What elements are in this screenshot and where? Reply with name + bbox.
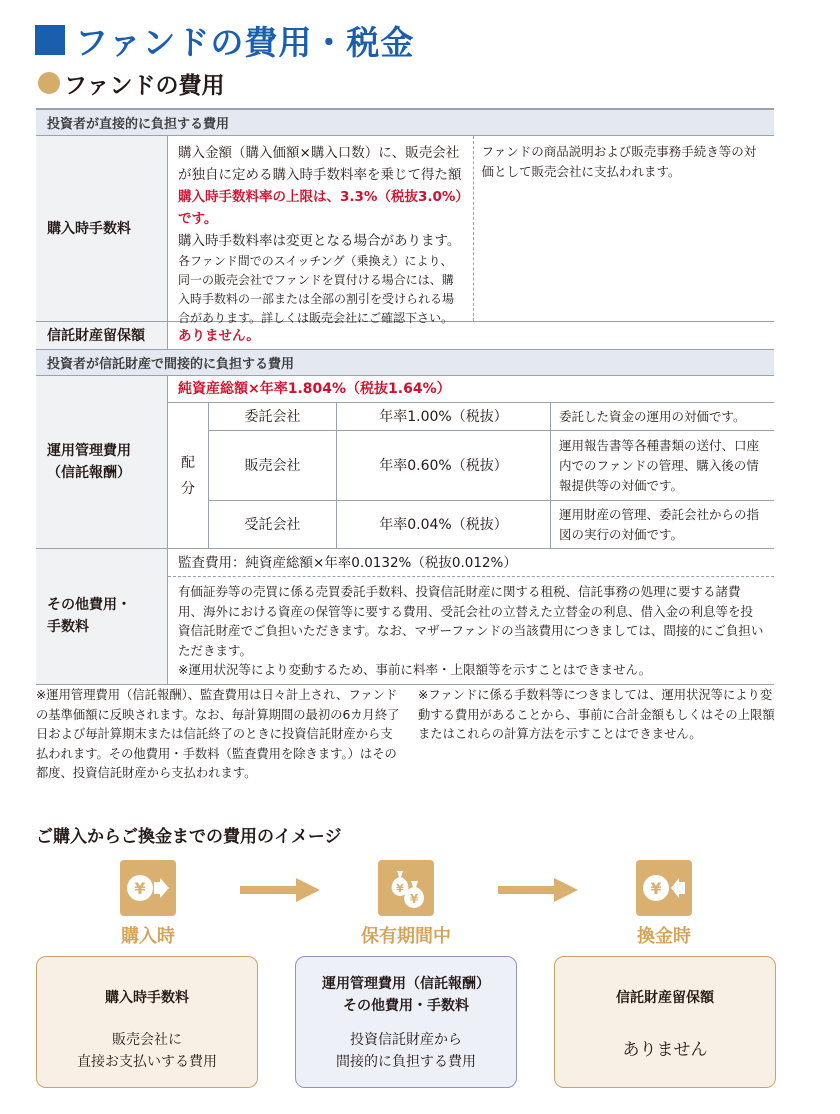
allocation-rate: 年率0.60%（税抜） <box>337 431 551 500</box>
money-bags-icon <box>378 860 434 916</box>
management-fee-label-line1: 運用管理費用 <box>47 443 131 459</box>
allocation-rate: 年率1.00%（税抜） <box>337 403 551 430</box>
stage-holding <box>296 860 516 948</box>
svg-text:¥: ¥ <box>409 892 419 906</box>
card-redemption <box>554 956 776 1088</box>
footnotes <box>36 686 776 784</box>
audit-fee: 監査費用：純資産総額×年率0.0132%（税抜0.012%） <box>168 549 774 577</box>
card-body-line1: 投資信託財産から <box>350 1032 462 1048</box>
reserve-value: ありません。 <box>178 327 260 344</box>
allocation-rate: 年率0.04%（税抜） <box>337 501 551 548</box>
allocation-name: 委託会社 <box>209 403 337 430</box>
allocation-row <box>209 403 774 431</box>
yen-out-icon <box>636 860 692 916</box>
other-fee-label <box>36 549 168 684</box>
page-title-row <box>35 18 414 62</box>
other-fee-text: 有価証券等の売買に係る売買委託手数料、投資信託財産に関する租税、信託事務の処理に要する諸費用、海外における資産の保管等に要する費用、受託会社の立替えた立替金の利息、借入金の利息等を投資信託財産でご負担いただきます。なお、マザーファンドの当該費用につきましては、間接的にご負担いただきます。 <box>178 584 764 658</box>
page-title: ファンドの費用・税金 <box>75 22 415 62</box>
card-holding <box>295 956 517 1088</box>
direct-cost-header: 投資者が直接的に負担する費用 <box>36 110 774 136</box>
management-fee-label-line2: （信託報酬） <box>47 465 131 481</box>
allocation-name: 販売会社 <box>209 431 337 500</box>
yen-in-icon <box>120 860 176 916</box>
cost-image-title: ご購入からご換金までの費用のイメージ <box>36 827 342 847</box>
purchase-fee-cap: 購入時手数料率の上限は、3.3%（税抜3.0%）です。 <box>178 189 463 227</box>
other-fee-detail <box>168 549 774 684</box>
card-body-line1: ありません <box>622 1040 708 1060</box>
management-fee-label <box>36 376 168 548</box>
purchase-fee-purpose: ファンドの商品説明および販売事務手続き等の対価として販売会社に支払われます。 <box>481 144 757 179</box>
card-body-line2: 間接的に負担する費用 <box>336 1054 476 1070</box>
reserve-label: 信託財産留保額 <box>36 322 168 349</box>
indirect-cost-header: 投資者が信託財産で間接的に負担する費用 <box>36 350 774 376</box>
title-square-icon <box>35 25 65 55</box>
footnote-left: ※運用管理費用（信託報酬）、監査費用は日々計上され、ファンドの基準価額に反映されます。なお、毎計算期間の最初の6カ月終了日および毎計算期末または信託終了のときに投資信託財産から支払われます。その他費用・手数料（監査費用を除きます。）はその都度、投資信託財産から支払われます。 <box>36 688 400 780</box>
allocation-char-2: 分 <box>181 480 195 497</box>
purchase-fee-label: 購入時手数料 <box>36 136 168 321</box>
card-body-line1: 販売会社に <box>112 1032 182 1048</box>
purchase-fee-line1: 購入金額（購入価額×購入口数）に、販売会社が独自に定める購入時手数料率を乗じて得た額 <box>178 145 462 183</box>
management-fee-row <box>36 376 774 549</box>
card-body-line2: 直接お支払いする費用 <box>77 1054 217 1070</box>
subtitle: ファンドの費用 <box>64 72 225 99</box>
circle-bullet-icon <box>38 72 60 94</box>
management-fee-detail <box>168 376 774 548</box>
stage-label: 換金時 <box>637 926 691 947</box>
card-purchase <box>36 956 258 1088</box>
fee-table <box>36 108 774 685</box>
purchase-fee-detail <box>168 136 474 325</box>
svg-text:¥: ¥ <box>134 879 146 898</box>
stage-label: 保有期間中 <box>361 926 451 947</box>
allocation-row <box>209 501 774 548</box>
reserve-row <box>36 322 774 350</box>
stage-label: 購入時 <box>121 926 175 947</box>
card-head: 信託財産留保額 <box>616 990 714 1006</box>
stage-redemption <box>554 860 774 948</box>
allocation-block <box>168 402 774 548</box>
purchase-fee-switching: 各ファンド間でのスイッチング（乗換え）により、同一の販売会社でファンドを買付ける場合には、購入時手数料の一部または全部の割引を受けられる場合があります。詳しくは販売会社にご確認下さい。 <box>178 254 455 325</box>
allocation-desc: 運用報告書等各種書類の送付、口座内でのファンドの管理、購入後の情報提供等の対価です。 <box>559 437 760 493</box>
allocation-char-1: 配 <box>181 454 195 471</box>
allocation-row <box>209 431 774 501</box>
other-fee-note: ※運用状況等により変動するため、事前に料率・上限額等を示すことはできません。 <box>178 662 652 677</box>
allocation-desc: 運用財産の管理、委託会社からの指図の実行の対価です。 <box>559 506 760 542</box>
arrow-right-icon <box>498 878 578 902</box>
card-head: 購入時手数料 <box>105 990 189 1006</box>
card-head-line1: 運用管理費用（信託報酬） <box>322 976 490 992</box>
stage-purchase <box>38 860 258 948</box>
allocation-label <box>168 403 208 548</box>
svg-text:¥: ¥ <box>650 879 662 898</box>
allocation-name: 受託会社 <box>209 501 337 548</box>
svg-text:¥: ¥ <box>396 882 404 895</box>
subtitle-row <box>38 66 225 100</box>
other-fee-row <box>36 549 774 685</box>
card-head-line2: その他費用・手数料 <box>343 998 469 1014</box>
allocation-desc: 委託した資金の運用の対価です。 <box>559 408 746 424</box>
management-fee-total: 純資産総額×年率1.804%（税抜1.64%） <box>178 381 451 397</box>
allocation-table <box>208 403 774 548</box>
other-fee-label-line2: 手数料 <box>47 619 89 636</box>
purchase-fee-line3: 購入時手数料率は変更となる場合があります。 <box>178 233 461 249</box>
purchase-fee-row <box>36 136 774 325</box>
other-fee-label-line1: その他費用・ <box>47 597 131 614</box>
footnote-right: ※ファンドに係る手数料等につきましては、運用状況等により変動する費用があることから、事前に合計金額もしくはその上限額またはこれらの計算方法を示すことはできません。 <box>418 688 775 741</box>
arrow-right-icon <box>240 878 320 902</box>
other-fee-body <box>168 577 774 684</box>
